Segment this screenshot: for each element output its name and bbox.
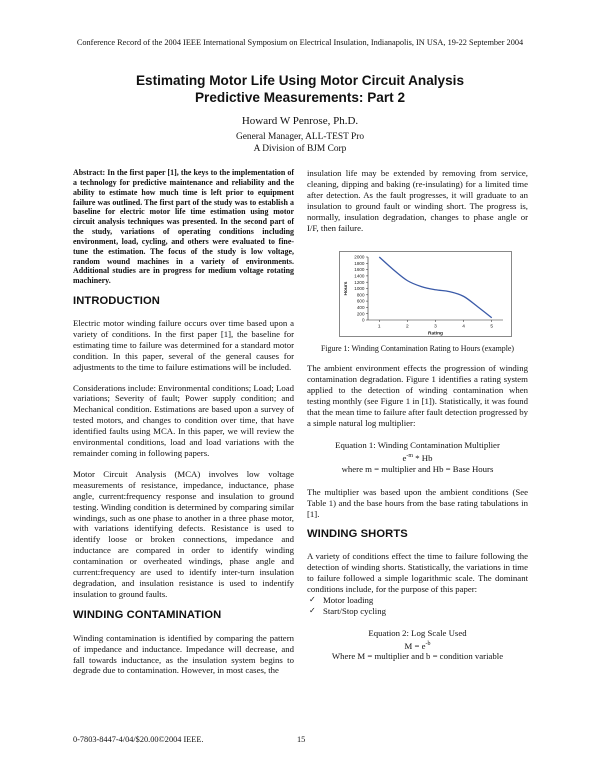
equation-2-formula: $M = e^{-b}$ (404, 640, 431, 651)
y-tick-label: 600 (356, 298, 365, 304)
winding-shorts-paragraph: A variety of conditions effect the time to failure following the detection of winding shorts. Statistically, the variations in time to failure followed a simple logarithmic scale. The dominant conditions include, for the purpose of this paper: (307, 551, 528, 595)
winding-contamination-heading: WINDING CONTAMINATION (73, 608, 222, 621)
right-paragraph-1: insulation life may be extended by removing from service, cleaning, dipping and baking (re-insulating) for a limited time after detection. As the fault progresses, it will graduate to an insulation to ground fault or winding short. The progress is, normally, insulation degradation, changes to phase angle or I/F, then failure. (307, 168, 528, 233)
y-tick-label: 1000 (354, 286, 365, 292)
title-line-2: Predictive Measurements: Part 2 (194, 90, 406, 105)
intro-paragraph-2: Considerations include: Environmental conditions; Load; Load variations; Severity of fault; Power supply condition; and Mechanical condition. Estimations are based upon a survey of tested motors, and changes to condition over time, that have identified faults using MCA. In this paper, we will review the environmental conditions, load and load variations with the remainder coming in following papers. (73, 382, 294, 458)
equation-1-title: Equation 1: Winding Contamination Multiplier (335, 440, 500, 451)
figure-1-caption: Figure 1: Winding Contamination Rating to Hours (example) (320, 344, 515, 353)
title-line-1: Estimating Motor Life Using Motor Circuit Analysis (135, 73, 465, 88)
right-column-bottom (307, 363, 528, 662)
x-axis-label: Rating (428, 331, 443, 336)
equation-1-formula: $e^{-m}$ * Hb (402, 453, 433, 464)
author-name: Howard W Penrose, Ph.D. (241, 115, 359, 127)
y-tick-label: 1200 (354, 279, 365, 285)
winding-contamination-paragraph: Winding contamination is identified by comparing the pattern of impedance and inductance. Impedance will decrease, and fall towards inductance, as the insulation system begins to degrade due to contamination. However, in most cases, the (73, 632, 294, 676)
x-tick-label: 3 (434, 324, 437, 330)
equation-1-where: where m = multiplier and Hb = Base Hours (341, 463, 494, 474)
affiliation-line-1: General Manager, ALL-TEST Pro (235, 132, 365, 142)
y-axis-label: Hours (344, 281, 349, 296)
y-tick-label: 2000 (354, 254, 365, 260)
intro-paragraph-3: Motor Circuit Analysis (MCA) involves low voltage measurements of resistance, impedance, inductance, phase angle, current:frequency response and insulation to ground testing. Winding condition is determined by comparing similar windings, such as one phase to another in a three phase motor, with variations identifying defects. Resistance is used to identify loose or broken connections, impedance and inductance are compared in order to identify winding contamination or overheated windings, phase angle and current:frequency are used to identify inter-turn insulation degradation, and insulation resistance is used to indentify insulation to ground faults. (73, 468, 294, 599)
data-series-line (379, 257, 492, 318)
y-tick-label: 400 (356, 305, 365, 310)
paper-title (0, 72, 600, 106)
y-tick-label: 200 (356, 311, 365, 317)
checkmark-icon: ✓ (309, 605, 316, 615)
introduction-heading: INTRODUCTION (73, 295, 160, 308)
x-tick-label: 4 (462, 324, 465, 330)
right-column-top (307, 168, 528, 243)
abstract: Abstract: In the first paper [1], the keys to the implementation of a technology for predictive maintenance and reliability and the ability to estimate how much time is left prior to equipment failure was outlined. The first part of the study was to establish a baseline for electric motor life time estimation using motor circuit analysis techniques was presented. In the second part of the study, variations of operating conditions including environment, load, cycling, and others were evaluated to fine-tune the estimation. The focus of the study is low voltage, random wound machines in a variety of environments. Additional studies are in progress for medium voltage rotating machinery. (73, 168, 294, 286)
x-tick-label: 2 (406, 324, 409, 330)
affiliation-line-2: A Division of BJM Corp (253, 144, 347, 154)
intro-paragraph-1: Electric motor winding failure occurs over time based upon a variety of conditions. In the first paper [1], the baseline for estimating time to failure was determined for a standard motor condition. In this paper, several of the general causes for adjustments to the time to failure estimations will be included. (73, 318, 294, 372)
chart-svg (340, 252, 511, 336)
x-tick-label: 5 (490, 324, 494, 330)
y-tick-label: 800 (356, 292, 365, 298)
left-column (73, 168, 294, 686)
right-paragraph-3: The multiplier was based upon the ambient conditions (See Table 1) and the base hours from the base rating tabulations in [1]. (307, 486, 528, 519)
conference-header: Conference Record of the 2004 IEEE International Symposium on Electrical Insulation, Indianapolis, IN USA, 19-22 September 2004 (76, 38, 524, 47)
winding-shorts-heading: WINDING SHORTS (307, 528, 408, 541)
right-paragraph-2: The ambient environment effects the progression of winding contamination degradation. Figure 1 identifies a rating system applied to the detection of winding contamination when testing monthly (see Figure 1 in [1]). Statistically, it was found that the mean time to failure after fault detection progressed by a simple natural log multiplier: (307, 363, 528, 428)
figure-1-chart (339, 251, 512, 337)
x-tick-label: 1 (377, 324, 381, 330)
footer-copyright: 0-7803-8447-4/04/$20.00©2004 IEEE. (73, 735, 204, 744)
y-tick-label: 1600 (354, 267, 365, 273)
y-tick-label: 1800 (354, 260, 365, 266)
list-item: ✓ Start/Stop cycling (309, 605, 386, 616)
page-number: 15 (297, 735, 306, 744)
equation-2 (307, 628, 528, 662)
equation-2-where: Where M = multiplier and b = condition variable (331, 651, 504, 662)
equation-2-title: Equation 2: Log Scale Used (368, 627, 467, 638)
condition-checklist (307, 595, 528, 617)
equation-1 (307, 440, 528, 474)
checkmark-icon: ✓ (309, 594, 316, 604)
y-tick-label: 0 (361, 317, 365, 323)
y-tick-label: 1400 (354, 273, 365, 279)
list-item: ✓ Motor loading (309, 594, 374, 605)
